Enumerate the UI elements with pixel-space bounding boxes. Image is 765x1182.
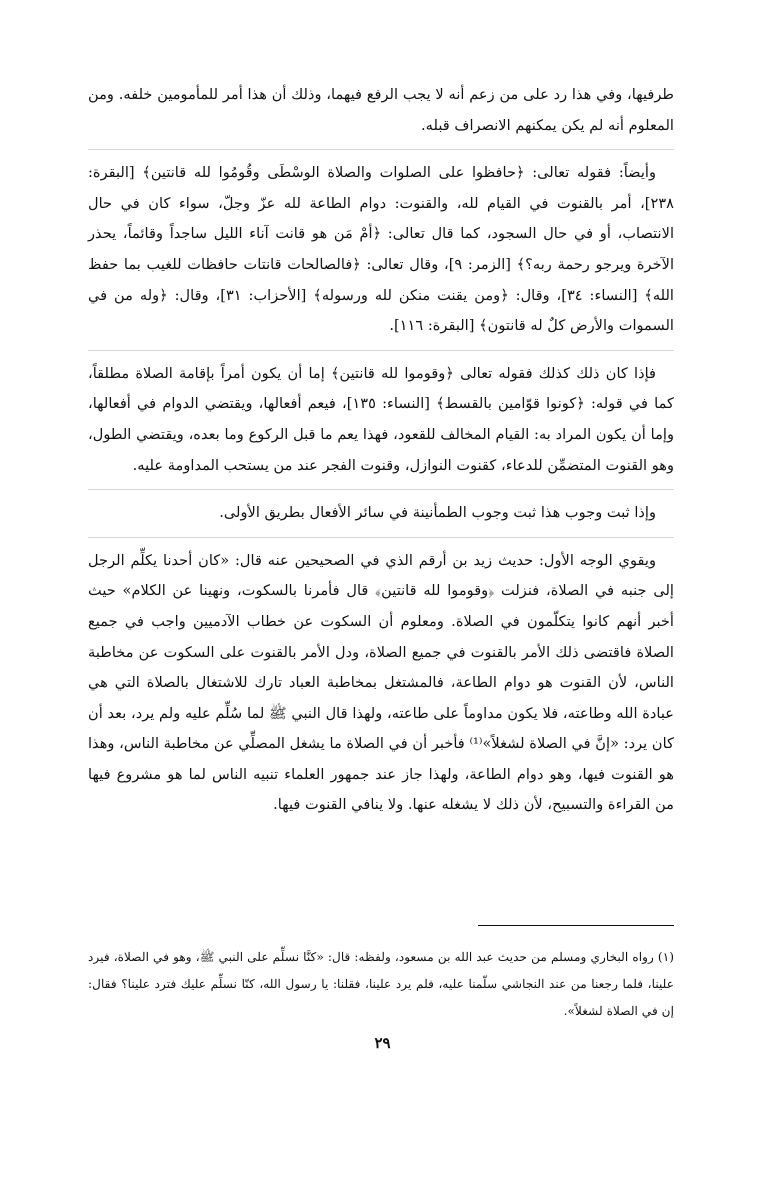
paragraph-5: ويقوي الوجه الأول: حديث زيد بن أرقم الذي في الصحيحين عنه قال: «كان أحدنا يكلِّم الرجل إلى جنبه في الصلاة، فنزلت ﴿وقوموا لله قانتين﴾ قال فأمرنا بالسكوت، ونهينا عن الكلام» حيث أخبر أنهم كانوا يتكلّمون في الصلاة. ومعلوم أن السكوت عن خطاب الآدميين واجب في جميع الصلاة فاقتضى ذلك الأمر بالقنوت في جميع الصلاة، ودل الأمر بالقنوت على السكوت عن مخاطبة الناس، لأن القنوت هو دوام الطاعة، فالمشتغل بمخاطبة العباد تارك للاشتغال بالصلاة التي هي عبادة الله وطاعته، فلا يكون مداوماً على طاعته، ولهذا قال النبي ﷺ لما سُلِّم عليه ولم يرد، بعد أن كان يرد: «إنَّ في الصلاة لشغلاً»⁽¹⁾ فأخبر أن في الصلاة ما يشغل المصلِّي عن مخاطبة الناس، وهذا هو القنوت فيها، وهو دوام الطاعة، ولهذا جاز عند جمهور العلماء تنبيه الناس لما هو مشروع فيها من القراءة والتسبيح، لأن ذلك لا يشغله عنها. ولا ينافي القنوت فيها. [88, 551, 675, 814]
page-number: ٢٩ [374, 1034, 391, 1052]
paragraph-separator [88, 489, 674, 490]
footnote-1: (١) رواه البخاري ومسلم من حديث عبد الله بن مسعود، ولفظه: قال: «كنَّا نسلِّم على النبي ﷺ، وهو في الصلاة، فيرد علينا، فلما رجعنا من عند النجاشي سلّمنا عليه، فلم يرد علينا، فقلنا: يا رسول الله، كنّا نسلِّم عليك فترد علينا؟ فقال: إن في الصلاة لشغلاً». [88, 950, 674, 1018]
paragraph-separator [88, 537, 674, 538]
paragraph-1: طرفيها، وفي هذا رد على من زعم أنه لا يجب الرفع فيهما، وذلك أن هذا أمر للمأمومين خلفه. ومن المعلوم أنه لم يكن يمكنهم الانصراف قبله. [88, 86, 674, 134]
paragraph-separator [88, 350, 674, 351]
paragraph-3: فإذا كان ذلك كذلك فقوله تعالى ﴿وقوموا لله قانتين﴾ إما أن يكون أمراً بإقامة الصلاة مطلقاً، كما في قوله: ﴿كونوا قوّامين بالقسط﴾ [النساء: ١٣٥]، فيعم أفعالها، ويقتضي الدوام في أفعالها، وإما أن يكون المراد به: القيام المخالف للقعود، فهذا يعم ما قبل الركوع وما بعده، ويقتضي الطول، وهو القنوت المتضمِّن للدعاء، كقنوت النوازل، وقنوت الفجر عند من يستحب المداومة عليه. [88, 364, 674, 474]
paragraph-2: وأيضاً: فقوله تعالى: ﴿حافظوا على الصلوات والصلاة الوسْطَى وقُومُوا لله قانتين﴾ [البقرة: ٢٣٨]، أمر بالقنوت في القيام لله، والقنوت: دوام الطاعة لله عزّ وجلّ، سواء كان في حال الانتصاب، أو في حال السجود، كما قال تعالى: ﴿أمْ مَن هو قانت آناء الليل ساجداً وقائماً، يحذر الآخرة ويرجو رحمة ربه؟﴾ [الزمر: ٩]، وقال تعالى: ﴿فالصالحات قانتات حافظات للغيب بما حفظ الله﴾ [النساء: ٣٤]، وقال: ﴿ومن يقنت منكن لله ورسوله﴾ [الأحزاب: ٣١]، وقال: ﴿وله من في السموات والأرض كلٌ له قانتون﴾ [البقرة: ١١٦]. [88, 164, 675, 335]
footnote-divider [478, 925, 674, 926]
main-text [88, 80, 674, 821]
paragraph-4: وإذا ثبت وجوب هذا ثبت وجوب الطمأنينة في سائر الأفعال بطريق الأولى. [219, 504, 656, 522]
paragraph-separator [88, 149, 674, 150]
footnotes [88, 944, 674, 1025]
